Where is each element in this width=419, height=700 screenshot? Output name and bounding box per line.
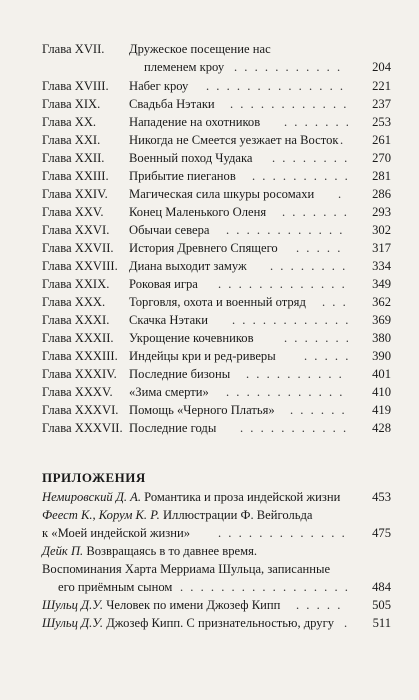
- chapter-title: Диана выходит замуж: [129, 259, 247, 273]
- toc-entry: [0, 131, 419, 149]
- appendix-title: Романтика и проза индейской жизни: [144, 490, 341, 504]
- appendix-title: Человек по имени Джозеф Кипп: [106, 598, 281, 612]
- appendix-title-cont: к «Моей индейской жизни»: [42, 526, 191, 540]
- chapter-label: Глава XXXIII.: [42, 349, 118, 363]
- page-number: 293: [372, 205, 391, 219]
- toc-entry: [0, 257, 419, 275]
- toc-entry: [0, 347, 419, 365]
- chapter-label: Глава XXVI.: [42, 223, 110, 237]
- page-number: 453: [372, 490, 391, 504]
- page-number: 505: [372, 598, 391, 612]
- toc-entry: [0, 203, 419, 221]
- chapter-label: Глава XIX.: [42, 97, 101, 111]
- appendix-heading: ПРИЛОЖЕНИЯ: [42, 470, 146, 485]
- page-number: 253: [372, 115, 391, 129]
- toc-entry: [0, 401, 419, 419]
- toc-entry: [0, 383, 419, 401]
- chapter-title: Индейцы кри и ред-риверы: [129, 349, 276, 363]
- page-number: 428: [372, 421, 391, 435]
- dot-leader: [252, 167, 348, 185]
- dot-leader: [206, 77, 348, 95]
- chapter-label: Глава XXI.: [42, 133, 101, 147]
- appendix-page-row: [0, 614, 419, 632]
- appendix-author: Дейк П.: [42, 544, 84, 558]
- page-number: 419: [372, 403, 391, 417]
- appendix-page-row: [0, 488, 419, 506]
- page-number: 334: [372, 259, 391, 273]
- toc-entry: [0, 95, 419, 113]
- chapter-label: Глава XXIV.: [42, 187, 108, 201]
- dot-leader: [340, 131, 348, 149]
- chapter-label: Глава XXXIV.: [42, 367, 117, 381]
- page-number: 362: [372, 295, 391, 309]
- chapter-title: Свадьба Нэтаки: [129, 97, 215, 111]
- toc-entry: [0, 329, 419, 347]
- chapter-title: Прибытие пиеганов: [129, 169, 236, 183]
- chapter-title: Нападение на охотников: [129, 115, 261, 129]
- chapter-title: Обычаи севера: [129, 223, 210, 237]
- dot-leader: [246, 365, 348, 383]
- dot-leader: [270, 257, 348, 275]
- chapter-label: Глава XXXII.: [42, 331, 114, 345]
- toc-entry: [0, 239, 419, 257]
- appendix-page-row: [0, 524, 419, 542]
- chapter-label: Глава XXXI.: [42, 313, 110, 327]
- page-number: 286: [372, 187, 391, 201]
- page-number: 270: [372, 151, 391, 165]
- chapter-title: Торговля, охота и военный отряд: [129, 295, 306, 309]
- chapter-label: Глава XXXVI.: [42, 403, 119, 417]
- appendix-author: Феест К., Корум К. Р.: [42, 508, 160, 522]
- chapter-title: История Древнего Спящего: [129, 241, 278, 255]
- dot-leader: [218, 524, 348, 542]
- toc-entry: [0, 40, 419, 58]
- appendix-entry: [42, 506, 313, 524]
- dot-leader: [338, 185, 348, 203]
- dot-leader: [232, 311, 348, 329]
- chapter-title: Магическая сила шкуры росомахи: [129, 187, 315, 201]
- chapter-title: «Зима смерти»: [129, 385, 209, 399]
- page-number: 237: [372, 97, 391, 111]
- toc-entry-continued: [0, 58, 419, 76]
- page-number: 281: [372, 169, 391, 183]
- dot-leader: [290, 401, 348, 419]
- dot-leader: [296, 239, 348, 257]
- dot-leader: [226, 383, 348, 401]
- dot-leader: [230, 95, 348, 113]
- chapter-label: Глава XXVII.: [42, 241, 114, 255]
- chapter-label: Глава XXXVII.: [42, 421, 123, 435]
- appendix-author: Шульц Д.У.: [42, 616, 104, 630]
- chapter-title: Скачка Нэтаки: [129, 313, 209, 327]
- dot-leader: [296, 596, 348, 614]
- page-number: 410: [372, 385, 391, 399]
- dot-leader: [180, 578, 348, 596]
- page-number: 380: [372, 331, 391, 345]
- appendix-title: Джозеф Кипп. С признательностью, другу: [106, 616, 335, 630]
- dot-leader: [322, 293, 348, 311]
- toc-entry: [0, 419, 419, 437]
- appendix-title: Иллюстрации Ф. Вейгольда: [162, 508, 313, 522]
- dot-leader: [218, 275, 348, 293]
- toc-entry: [0, 113, 419, 131]
- appendix-page-row: [0, 596, 419, 614]
- chapter-title: Набег кроу: [129, 79, 189, 93]
- page-number: 302: [372, 223, 391, 237]
- toc-entry: [0, 293, 419, 311]
- toc-entry: [0, 149, 419, 167]
- chapter-label: Глава XXVIII.: [42, 259, 118, 273]
- chapter-title: Укрощение кочевников: [129, 331, 254, 345]
- chapter-label: Глава XXII.: [42, 151, 105, 165]
- appendix-author: Немировский Д. А.: [42, 490, 141, 504]
- dot-leader: [234, 58, 348, 76]
- chapter-label: Глава XXXV.: [42, 385, 113, 399]
- chapter-label: Глава XXIII.: [42, 169, 109, 183]
- chapter-title: Помощь «Черного Платья»: [129, 403, 275, 417]
- appendix-title-cont: его приёмным сыном: [58, 580, 173, 594]
- chapter-label: Глава XXV.: [42, 205, 104, 219]
- chapter-label: Глава XX.: [42, 115, 97, 129]
- dot-leader: [282, 203, 348, 221]
- toc-entry: [0, 185, 419, 203]
- dot-leader: [284, 113, 348, 131]
- appendix-author: Шульц Д.У.: [42, 598, 104, 612]
- page-number: 349: [372, 277, 391, 291]
- page-number: 204: [372, 60, 391, 74]
- chapter-title: Военный поход Чудака: [129, 151, 253, 165]
- chapter-title: Последние бизоны: [129, 367, 231, 381]
- page-number: 511: [372, 616, 391, 630]
- appendix-title: Возвращаясь в то давнее время.: [86, 544, 258, 558]
- page-number: 475: [372, 526, 391, 540]
- appendix-title-cont: Воспоминания Харта Мерриама Шульца, записанные: [42, 562, 331, 576]
- dot-leader: [240, 419, 348, 437]
- chapter-title: Конец Маленького Оленя: [129, 205, 267, 219]
- chapter-title: Роковая игра: [129, 277, 198, 291]
- chapter-label: Глава XVIII.: [42, 79, 109, 93]
- chapter-title: Последние годы: [129, 421, 217, 435]
- page-number: 484: [372, 580, 391, 594]
- page-number: 221: [372, 79, 391, 93]
- toc-entry: [0, 275, 419, 293]
- dot-leader: [284, 329, 348, 347]
- toc-entry: [0, 221, 419, 239]
- toc-entry: [0, 311, 419, 329]
- toc-entry: [0, 365, 419, 383]
- toc-entry: [0, 77, 419, 95]
- page-number: 390: [372, 349, 391, 363]
- page-number: 369: [372, 313, 391, 327]
- page-number: 401: [372, 367, 391, 381]
- chapter-title: Никогда не Смеется уезжает на Восток: [129, 133, 339, 147]
- appendix-entry: [42, 542, 257, 560]
- dot-leader: [272, 149, 348, 167]
- appendix-entry-continued: [42, 560, 330, 578]
- appendix-page-row: [0, 578, 419, 596]
- page-number: 261: [372, 133, 391, 147]
- dot-leader: [226, 221, 348, 239]
- dot-leader: [344, 614, 348, 632]
- page-number: 317: [372, 241, 391, 255]
- chapter-label: Глава XVII.: [42, 42, 105, 56]
- chapter-label: Глава XXIX.: [42, 277, 110, 291]
- chapter-label: Глава XXX.: [42, 295, 106, 309]
- dot-leader: [304, 347, 348, 365]
- chapter-title-cont: племенем кроу: [144, 60, 225, 74]
- toc-entry: [0, 167, 419, 185]
- chapter-title: Дружеское посещение нас: [129, 42, 271, 56]
